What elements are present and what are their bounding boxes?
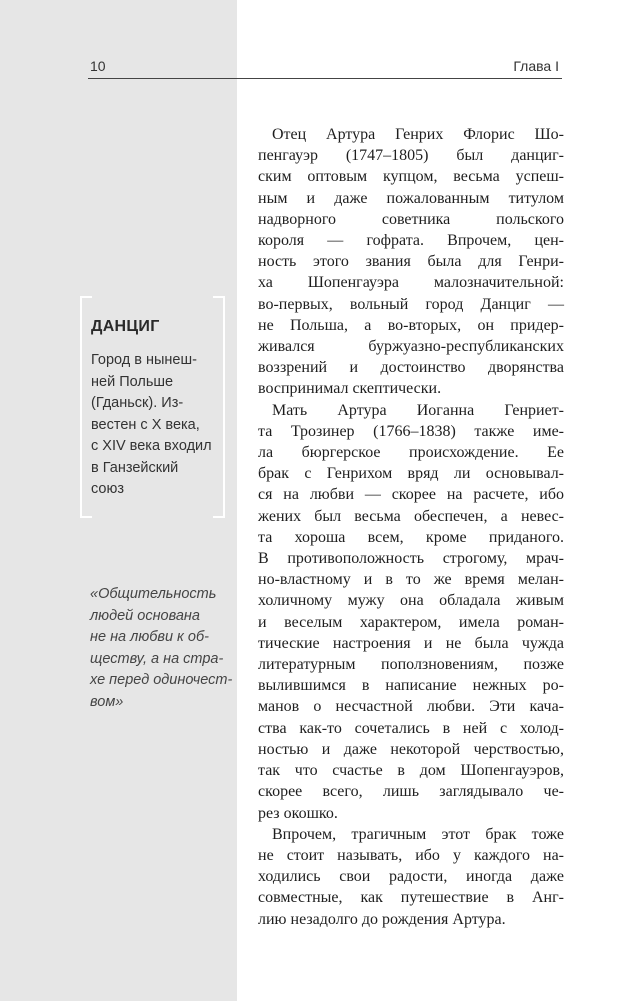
text-line: Отец Артура Генрих Флорис Шо- xyxy=(272,126,564,143)
paragraph-3 xyxy=(258,824,564,930)
text-line: холичному мужу она обладала живым xyxy=(258,592,564,610)
text-line: пенгауэр (1747–1805) был данциг- xyxy=(258,147,564,165)
running-header-chapter: Глава I xyxy=(513,58,559,74)
header-rule xyxy=(88,78,562,79)
glossary-line: (Гданьск). Из- xyxy=(91,395,184,411)
sidebar-quote xyxy=(90,584,233,713)
text-line: но-властному и в то же время мелан- xyxy=(258,571,564,589)
glossary-line: с XIV века входил xyxy=(91,438,212,454)
quote-line: «Общительность xyxy=(90,586,217,602)
text-line: ха Шопенгауэра малозначительной: xyxy=(258,274,564,292)
text-line: и веселым характером, имела роман- xyxy=(258,613,564,631)
text-line: воспринимал скептически. xyxy=(258,380,442,398)
glossary-line: Город в нынеш- xyxy=(91,352,197,368)
text-line: Мать Артура Иоганна Генриет- xyxy=(272,401,564,419)
text-line: во-первых, вольный город Данциг — xyxy=(258,295,564,313)
quote-line: не на любви к об- xyxy=(90,629,209,645)
text-line: ность этого звания была для Генри- xyxy=(258,253,564,271)
text-line: жених был весьма обеспечен, а невес- xyxy=(258,507,564,525)
text-line: та Трозинер (1766–1838) также име- xyxy=(258,422,564,440)
text-line: та хороша всем, кроме приданого. xyxy=(258,528,564,546)
quote-line: вом» xyxy=(90,693,124,710)
text-line: литературным поползновениям, позже xyxy=(258,656,564,674)
text-line: ла бюргерское происхождение. Ее xyxy=(258,444,564,462)
text-line: совместные, как путешествие в Анг- xyxy=(258,889,564,907)
text-line: ся на любви — скорее на расчете, ибо xyxy=(258,486,564,504)
text-line: не стоит называть, ибо у каждого на- xyxy=(258,846,564,864)
text-line: В противоположность строгому, мрач- xyxy=(258,550,564,568)
text-line: не Польша, а во-вторых, он придер- xyxy=(258,316,564,334)
glossary-line: вестен с X века, xyxy=(91,416,200,433)
text-line: лию незадолго до рождения Артура. xyxy=(258,910,506,928)
text-line: манов о несчастной любви. Эти кача- xyxy=(258,698,564,716)
text-line: ским оптовым купцом, весьма успеш- xyxy=(258,168,564,186)
text-line: тические настроения и не была чужда xyxy=(258,634,564,652)
paragraph-1 xyxy=(258,124,564,400)
text-line: вылившимся в написание нежных ро- xyxy=(258,677,564,695)
text-line: ным и даже пожалованным титулом xyxy=(258,189,564,207)
text-line: ства как-то сочетались в ней с холод- xyxy=(258,719,564,737)
paragraph-2 xyxy=(258,400,564,824)
quote-line: людей основана xyxy=(90,607,200,624)
glossary-line: союз xyxy=(91,481,125,497)
quote-line: хе перед одиночест- xyxy=(90,672,233,688)
text-line: надворного советника польского xyxy=(258,210,564,228)
glossary-box xyxy=(80,296,225,518)
glossary-text xyxy=(91,350,227,501)
glossary-line: в Ганзейский xyxy=(91,459,179,476)
page-number: 10 xyxy=(90,58,106,74)
quote-line: ществу, а на стра- xyxy=(90,650,224,667)
text-line: ностью и даже некоторой черствостью, xyxy=(258,740,564,758)
text-line: брак с Генрихом вряд ли основывал- xyxy=(258,465,564,483)
text-line: ходились свои радости, иногда даже xyxy=(258,868,564,886)
text-line: короля — гофрата. Впрочем, цен- xyxy=(258,232,564,250)
text-line: рез окошко. xyxy=(258,804,338,822)
main-text xyxy=(258,124,564,930)
glossary-title: ДАНЦИГ xyxy=(91,318,160,335)
text-line: Впрочем, трагичным этот брак тоже xyxy=(272,825,564,843)
text-line: воззрений и достоинство дворянства xyxy=(258,359,564,377)
glossary-line: ней Польше xyxy=(91,373,174,390)
text-line: живался буржуазно-республиканских xyxy=(258,338,564,356)
text-line: так что счастье в дом Шопенгауэров, xyxy=(258,762,564,780)
text-line: скорее всего, лишь заглядывало че- xyxy=(258,783,564,801)
